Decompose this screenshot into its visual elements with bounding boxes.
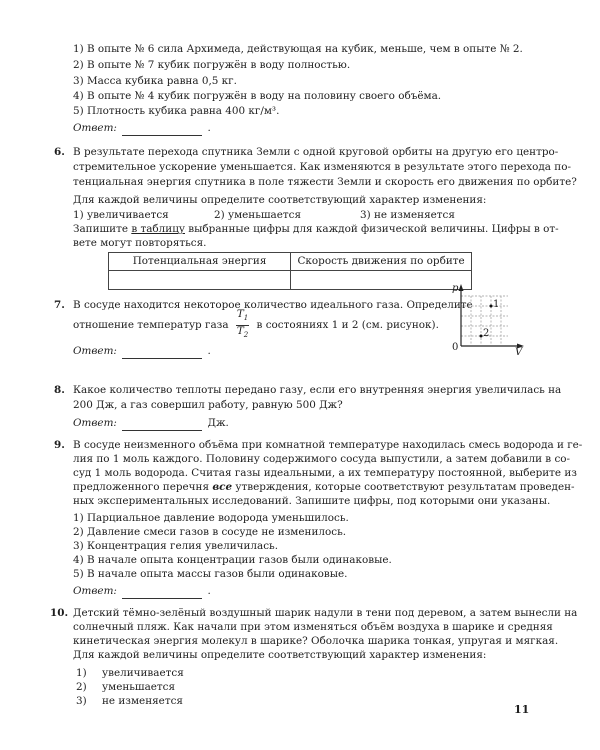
- frac-den-sub: 2: [243, 330, 249, 339]
- table-header-potential-energy: Потенциальная энергия: [109, 253, 291, 271]
- question-number: 9.: [54, 439, 65, 451]
- write-prefix: Запишите: [73, 223, 132, 235]
- choice-label: увеличивается: [102, 667, 184, 679]
- temperature-ratio-fraction: [236, 309, 249, 340]
- table-cell-potential-energy[interactable]: [109, 271, 291, 290]
- q6-write-line-2: вете могут повторяться.: [73, 237, 207, 249]
- answer-suffix: .: [207, 585, 211, 597]
- answer-unit: Дж.: [207, 417, 229, 429]
- q10-text-line-1: Детский тёмно-зелёный воздушный шарик надули в тени под деревом, а затем вынесли на: [73, 607, 578, 619]
- q9-text-line-1: В сосуде неизменного объёма при комнатной температуре находилась смесь водорода и ге-: [73, 439, 583, 451]
- q9-text-line-4: [73, 480, 575, 495]
- y-axis-label: p: [452, 283, 459, 294]
- answer-suffix: .: [207, 345, 211, 357]
- question-number: 7.: [54, 299, 65, 311]
- choice-label: не изменяется: [102, 695, 183, 707]
- q9-text-line-2: лия по 1 моль каждого. Половину содержимого сосуда выпустили, а затем добавили в со-: [73, 453, 571, 465]
- q9-option-4: 4) В начале опыта концентрации газов были одинаковые.: [73, 554, 392, 566]
- option-3: 3) Масса кубика равна 0,5 кг.: [73, 75, 237, 87]
- q10-choice-1: [76, 666, 184, 681]
- answer-suffix: .: [207, 122, 211, 134]
- q9-option-5: 5) В начале опыта массы газов были одинаковые.: [73, 568, 348, 580]
- line4-prefix: предложенного перечня: [73, 481, 213, 493]
- prev-answer-row: [73, 121, 211, 136]
- q6-write-instruction: [73, 222, 559, 237]
- q10-text-line-3: кинетическая энергия молекул в шарике? Оболочка шарика тонкая, упругая и мягкая.: [73, 635, 559, 647]
- page-number: 11: [514, 703, 530, 716]
- q10-choice-3: [76, 694, 183, 709]
- answer-label: Ответ:: [73, 585, 117, 597]
- option-4: 4) В опыте № 4 кубик погружён в воду на половину своего объёма.: [73, 90, 442, 102]
- line2-prefix: отношение температур газа: [73, 319, 229, 331]
- line4-suffix: утверждения, которые соответствуют результатам проведен-: [232, 481, 575, 493]
- option-2: 2) В опыте № 7 кубик погружён в воду полностью.: [73, 59, 351, 71]
- q9-option-2: 2) Давление смеси газов в сосуде не изменилось.: [73, 526, 347, 538]
- point-1-label: 1: [493, 299, 500, 310]
- q9-option-3: 3) Концентрация гелия увеличилась.: [73, 540, 278, 552]
- answer-label: Ответ:: [73, 345, 117, 357]
- answer-label: Ответ:: [73, 417, 117, 429]
- orbital-speed-input[interactable]: [295, 272, 467, 285]
- q9-text-line-3: суд 1 моль водорода. Считая газы идеальными, а их температуру постоянной, выберите из: [73, 467, 577, 479]
- q9-option-1: 1) Парциальное давление водорода уменьшилось.: [73, 512, 349, 524]
- x-axis-label: V: [515, 347, 523, 358]
- q6-text-line-1: В результате перехода спутника Земли с одной круговой орбиты на другую его центро-: [73, 146, 559, 158]
- q6-choice-1: 1) увеличивается: [73, 209, 169, 221]
- q6-text-line-3: тенциальная энергия спутника в поле тяжести Земли и скорость его движения по орбите?: [73, 176, 577, 188]
- q8-answer-row: [73, 416, 229, 431]
- frac-den: T: [236, 324, 244, 337]
- origin-label: 0: [452, 342, 459, 353]
- line4-emphasis: все: [212, 481, 233, 493]
- q8-text-line-2: 200 Дж, а газ совершил работу, равную 500 Дж?: [73, 399, 343, 411]
- option-5: 5) Плотность кубика равна 400 кг/м³.: [73, 105, 280, 117]
- frac-num-sub: 1: [243, 314, 249, 323]
- q9-answer-input[interactable]: [122, 586, 202, 599]
- table-header-orbital-speed: Скорость движения по орбите: [291, 253, 472, 271]
- q7-text-line-1: В сосуде находится некоторое количество идеального газа. Определите: [73, 299, 473, 311]
- question-number: 8.: [54, 384, 65, 396]
- prev-answer-input[interactable]: [122, 123, 202, 136]
- point-2-label: 2: [483, 328, 490, 339]
- q10-text-line-2: солнечный пляж. Как начали при этом изменяться объём воздуха в шарике и средняя: [73, 621, 553, 633]
- frac-num: T: [236, 308, 244, 321]
- q6-choice-3: 3) не изменяется: [360, 209, 455, 221]
- q10-choice-2: [76, 680, 176, 695]
- option-1: 1) В опыте № 6 сила Архимеда, действующая на кубик, меньше, чем в опыте № 2.: [73, 43, 523, 55]
- q9-text-line-5: ных экспериментальных исследований. Запишите цифры, под которыми они указаны.: [73, 495, 551, 507]
- choice-label: уменьшается: [102, 681, 176, 693]
- write-rest: выбранные цифры для каждой физической величины. Цифры в от-: [185, 223, 559, 235]
- choice-num: 1): [76, 667, 87, 679]
- question-number: 6.: [54, 146, 65, 158]
- q7-text-line-2: [73, 308, 439, 342]
- q9-answer-row: [73, 584, 211, 599]
- potential-energy-input[interactable]: [113, 272, 286, 285]
- q10-instruction: Для каждой величины определите соответствующий характер изменения:: [73, 649, 487, 661]
- write-underlined: в таблицу: [131, 223, 185, 235]
- table-cell-orbital-speed[interactable]: [291, 271, 472, 290]
- q6-text-line-2: стремительное ускорение уменьшается. Как изменяются в результате этого перехода по-: [73, 161, 571, 173]
- line2-suffix: в состояниях 1 и 2 (см. рисунок).: [256, 319, 439, 331]
- q8-answer-input[interactable]: [122, 418, 202, 431]
- answer-label: Ответ:: [73, 122, 117, 134]
- q6-answer-table: [108, 252, 472, 290]
- question-number: 10.: [50, 607, 69, 619]
- q7-answer-row: [73, 344, 211, 359]
- choice-num: 2): [76, 681, 87, 693]
- q7-answer-input[interactable]: [122, 346, 202, 359]
- q8-text-line-1: Какое количество теплоты передано газу, если его внутренняя энергия увеличилась на: [73, 384, 562, 396]
- choice-num: 3): [76, 695, 87, 707]
- q6-choice-2: 2) уменьшается: [214, 209, 302, 221]
- q6-instruction: Для каждой величины определите соответствующий характер изменения:: [73, 194, 487, 206]
